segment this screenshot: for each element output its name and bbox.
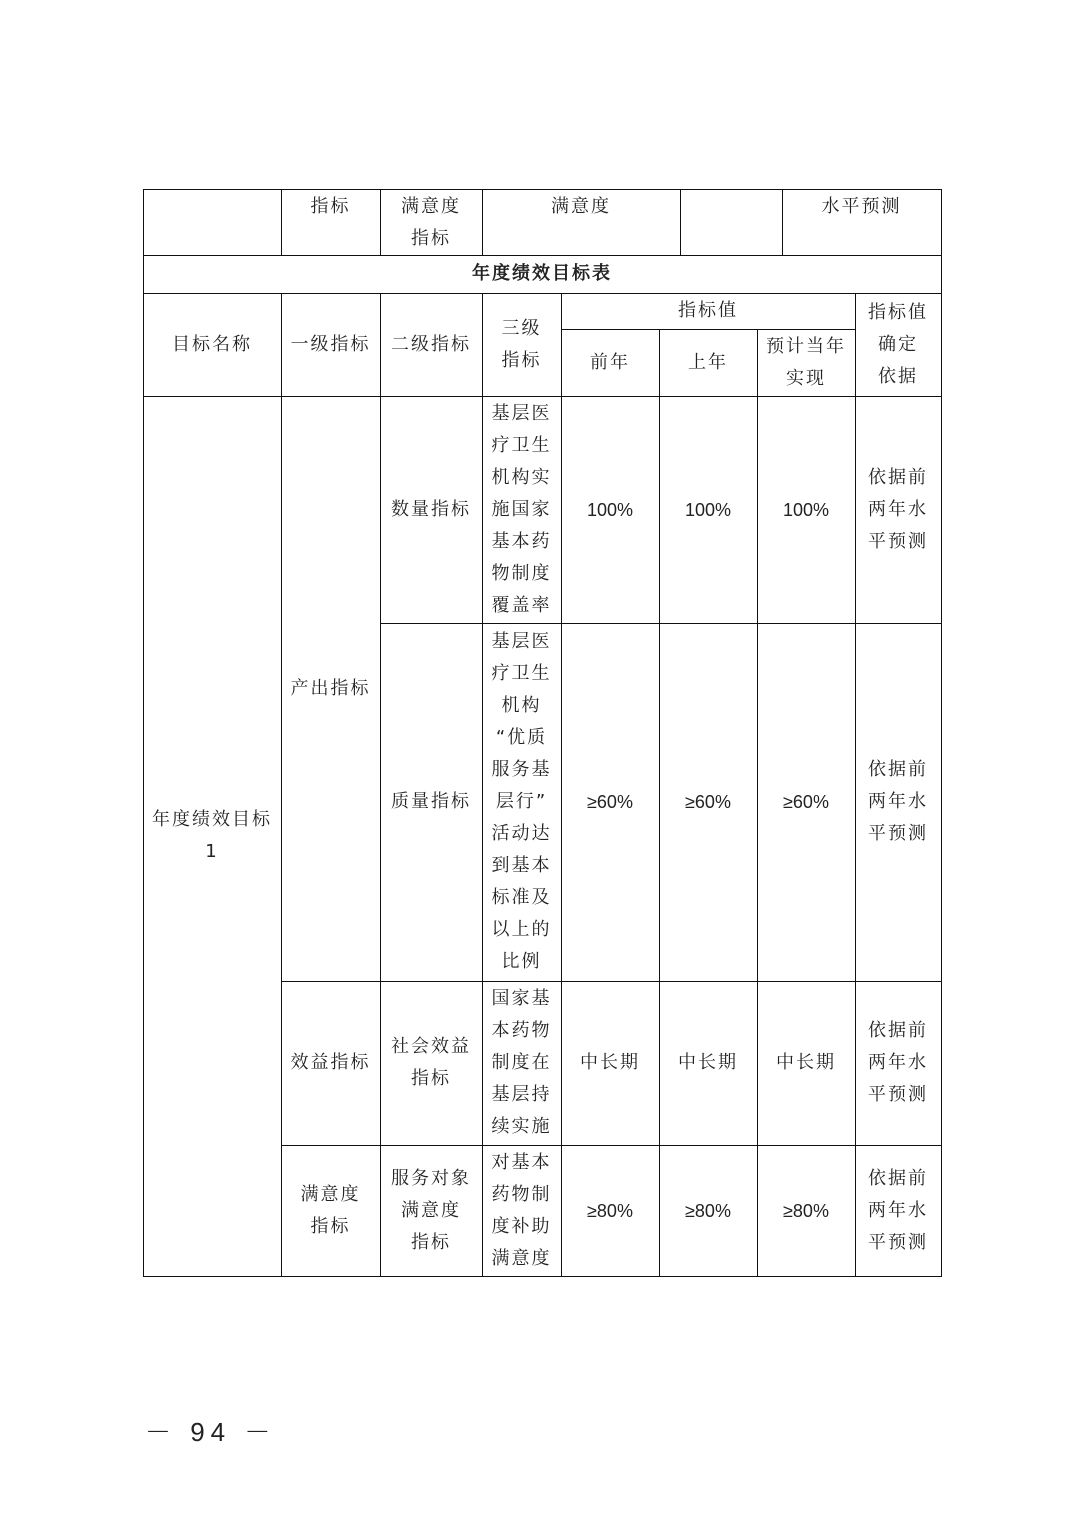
row1-level2: 数量指标 xyxy=(391,498,471,520)
continuation-col2: 指标 xyxy=(310,196,351,217)
row4-basis: 依据前 两年水 平预测 xyxy=(868,1167,928,1253)
row1-basis: 依据前 两年水 平预测 xyxy=(868,466,928,552)
header-indicator-value: 指标值 xyxy=(678,300,738,321)
row2-prev: ≥60% xyxy=(587,792,633,812)
goal-name: 年度绩效目标 1 xyxy=(152,809,272,862)
row3-prev: 中长期 xyxy=(580,1052,640,1073)
row2-last: ≥60% xyxy=(685,792,731,812)
row3-last: 中长期 xyxy=(678,1052,738,1073)
header-target-name: 目标名称 xyxy=(172,333,252,355)
group-output: 产出指标 xyxy=(290,677,371,699)
row3-level3: 国家基 本药物 制度在 基层持 续实施 xyxy=(491,988,552,1137)
row4-level2: 服务对象 满意度 指标 xyxy=(391,1167,471,1253)
continuation-col4: 满意度 xyxy=(551,196,611,217)
header-prev-year: 前年 xyxy=(590,351,630,373)
grid-line xyxy=(941,189,942,1277)
header-level2: 二级指标 xyxy=(391,333,471,355)
row3-basis: 依据前 两年水 平预测 xyxy=(868,1020,928,1105)
continuation-col5 xyxy=(680,189,782,255)
continuation-col6: 水平预测 xyxy=(821,196,902,217)
grid-line xyxy=(143,1276,942,1277)
row4-prev: ≥80% xyxy=(587,1200,633,1221)
header-last-year: 上年 xyxy=(688,351,728,373)
row1-prev: 100% xyxy=(586,499,634,520)
row4-forecast: ≥80% xyxy=(783,1200,829,1221)
row4-level3: 对基本 药物制 度补助 满意度 xyxy=(491,1151,552,1269)
continuation-col3: 满意度 指标 xyxy=(401,196,461,249)
row2-level3: 基层医 疗卫生 机构 “优质 服务基 层行” 活动达 到基本 标准及 以上的 比例 xyxy=(491,631,552,972)
row3-level2: 社会效益 指标 xyxy=(391,1036,471,1089)
group-benefit: 效益指标 xyxy=(290,1052,371,1073)
header-forecast: 预计当年 实现 xyxy=(766,335,846,389)
row3-forecast: 中长期 xyxy=(776,1052,836,1073)
row1-last: 100% xyxy=(684,499,732,520)
row2-basis: 依据前 两年水 平预测 xyxy=(868,759,928,844)
group-satisfaction: 满意度 指标 xyxy=(300,1183,361,1237)
row4-last: ≥80% xyxy=(685,1200,731,1221)
header-basis: 指标值 确定 依据 xyxy=(868,301,928,387)
row2-level2: 质量指标 xyxy=(391,791,471,812)
row2-forecast: ≥60% xyxy=(783,792,829,812)
row1-forecast: 100% xyxy=(782,499,830,520)
header-level3: 三级 指标 xyxy=(501,317,542,371)
table-title: 年度绩效目标表 xyxy=(472,263,612,284)
header-level1: 一级指标 xyxy=(290,333,371,355)
row1-level3: 基层医 疗卫生 机构实 施国家 基本药 物制度 覆盖率 xyxy=(491,402,552,616)
page-number: － 94 － xyxy=(145,1417,277,1447)
